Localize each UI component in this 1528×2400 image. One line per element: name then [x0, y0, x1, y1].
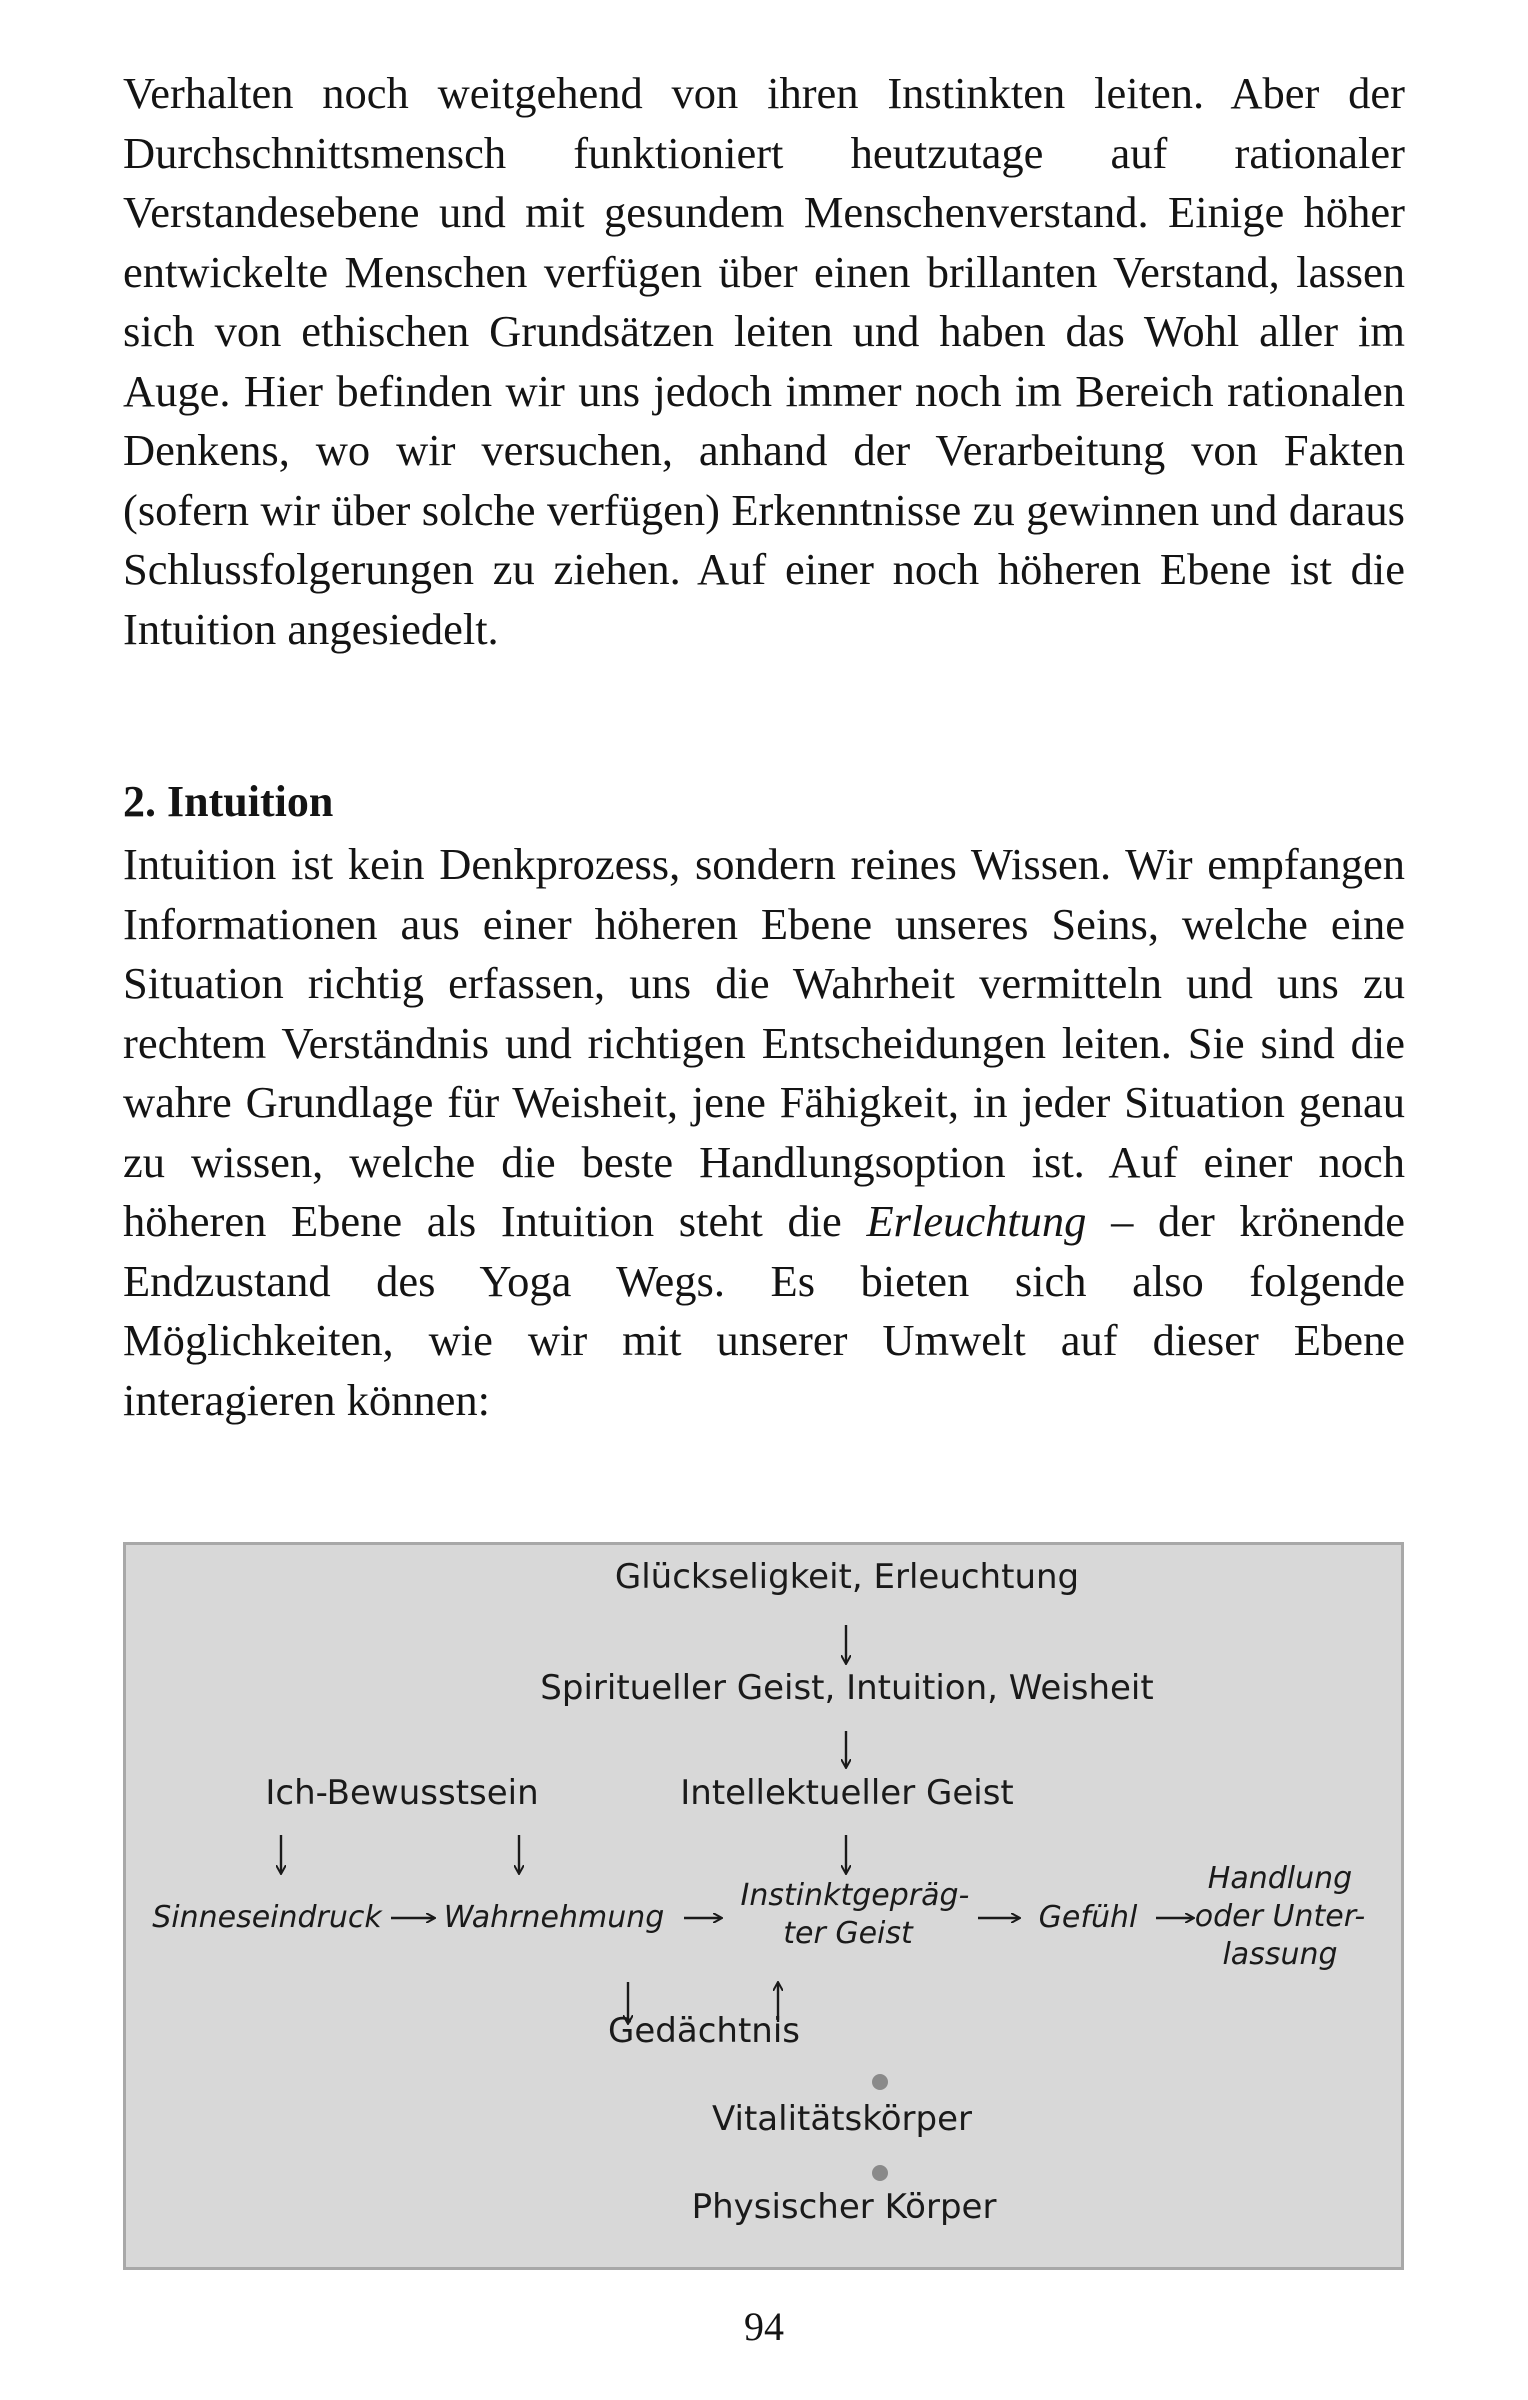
body-paragraph-2 — [123, 835, 1405, 1430]
node-ego: Ich-Bewusstsein — [265, 1773, 539, 1813]
section-heading-intuition: 2. Intuition — [123, 777, 334, 826]
consciousness-diagram — [123, 1542, 1404, 2270]
node-action: Handlung oder Unter-lassung — [1194, 1861, 1366, 1972]
paragraph-2-text-end: – der krönende Endzustand des Yoga Wegs. Es bieten sich also folgende Möglichkeiten, wie wir mit unserer Umwelt auf dieser Ebene interagieren können: — [123, 1196, 1405, 1425]
paragraph-2-text-start: Intuition ist kein Denkprozess, sondern reines Wissen. Wir empfangen Informationen aus einer höheren Ebene unseres Seins, welche eine Situation richtig erfassen, uns die Wahrheit vermitteln und uns zu rechtem Verständnis und richtigen Entscheidungen leiten. Sie sind die wahre Grundlage für Weisheit, jene Fähigkeit, in jeder Situation genau zu wissen, welche die beste Handlungsoption ist. Auf einer noch höheren Ebene als Intuition steht die — [123, 839, 1405, 1246]
body-paragraph-1: Verhalten noch weitgehend von ihren Instinkten leiten. Aber der Durchschnittsmensch funktioniert heutzutage auf rationaler Verstandesebene und mit gesundem Menschenverstand. Einige höher entwickelte Menschen verfügen über einen brillanten Verstand, lassen sich von ethischen Grundsätzen leiten und haben das Wohl aller im Auge. Hier befinden wir uns jedoch immer noch im Bereich rationalen Denkens, wo wir versuchen, anhand der Verarbeitung von Fakten (sofern wir über solche verfügen) Erkenntnisse zu gewinnen und daraus Schlussfolgerungen zu ziehen. Auf einer noch höheren Ebene ist die Intuition angesiedelt. — [123, 68, 1405, 654]
node-vital-body: Vitalitätskörper — [712, 2099, 972, 2139]
node-intellect: Intellektueller Geist — [680, 1773, 1014, 1813]
page-number: 94 — [744, 2304, 784, 2349]
node-memory: Gedächtnis — [608, 2011, 800, 2051]
node-bliss: Glückseligkeit, Erleuchtung — [614, 1557, 1080, 1597]
node-instinctive-mind: Instinktgepräg-ter Geist — [740, 1878, 970, 1951]
node-spiritual-mind: Spiritueller Geist, Intuition, Weisheit — [540, 1668, 1154, 1708]
node-sense-impression: Sinneseindruck — [152, 1900, 382, 1935]
dot-vital-to-physical — [872, 2165, 888, 2181]
node-physical-body: Physischer Körper — [691, 2187, 997, 2227]
emphasis-erleuchtung: Erleuchtung — [866, 1196, 1087, 1246]
dot-memory-to-vital — [872, 2074, 888, 2090]
node-perception: Wahrnehmung — [443, 1900, 665, 1935]
node-feeling: Gefühl — [1038, 1900, 1138, 1935]
